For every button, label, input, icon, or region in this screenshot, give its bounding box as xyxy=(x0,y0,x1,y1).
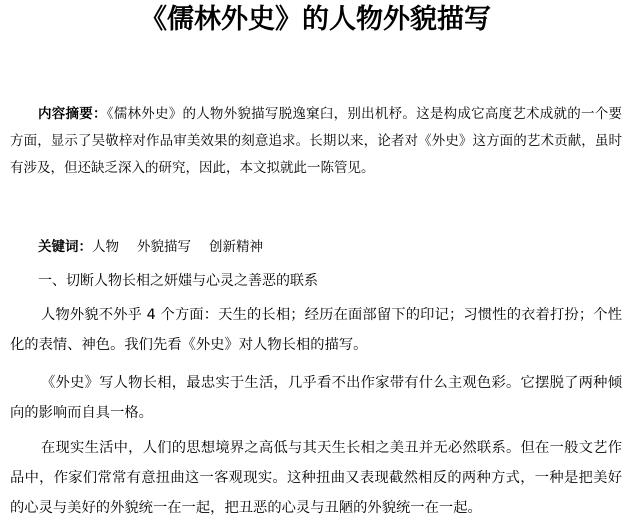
body-paragraph: 在现实生活中，人们的思想境界之高低与其天生长相之美丑并无必然联系。但在一般文艺作品中，作家们常常有意扭曲这一客观现实。这种扭曲又表现截然相反的两种方式，一种是把美好的心灵与美好的外貌统一在一起，把丑恶的心灵与丑陋的外貌统一在一起。 xyxy=(10,440,622,516)
section-heading-text: 切断人物长相之妍媸与心灵之善恶的联系 xyxy=(66,273,318,289)
document-title: 《儒林外史》的人物外貌描写 xyxy=(140,4,491,35)
keywords-label: 关键词： xyxy=(38,239,92,255)
keyword-item: 创新精神 xyxy=(209,239,263,255)
body-paragraph: 人物外貌不外乎 4 个方面：天生的长相；经历在面部留下的印记；习惯性的衣着打扮；个性化的表情、神色。我们先看《外史》对人物长相的描写。 xyxy=(10,307,622,353)
keyword-item: 人物 xyxy=(92,239,119,255)
section-number: 一、 xyxy=(38,273,66,289)
section-heading xyxy=(10,268,622,295)
keyword-item: 外貌描写 xyxy=(137,239,191,255)
abstract-label: 内容摘要： xyxy=(38,106,107,122)
keywords-line xyxy=(10,234,622,261)
abstract-paragraph xyxy=(10,101,622,182)
abstract-text: 《儒林外史》的人物外貌描写脱逸窠臼，别出机杼。这是构成它高度艺术成就的一个要方面，显示了吴敬梓对作品审美效果的刻意追求。长期以来，论者对《外史》这方面的艺术贡献，虽时有涉及，但还缺乏深入的研究，因此，本文拟就此一陈管见。 xyxy=(10,106,623,176)
body-paragraph: 《外史》写人物长相，最忠实于生活，几乎看不出作家带有什么主观色彩。它摆脱了两种倾向的影响而自具一格。 xyxy=(10,375,622,421)
